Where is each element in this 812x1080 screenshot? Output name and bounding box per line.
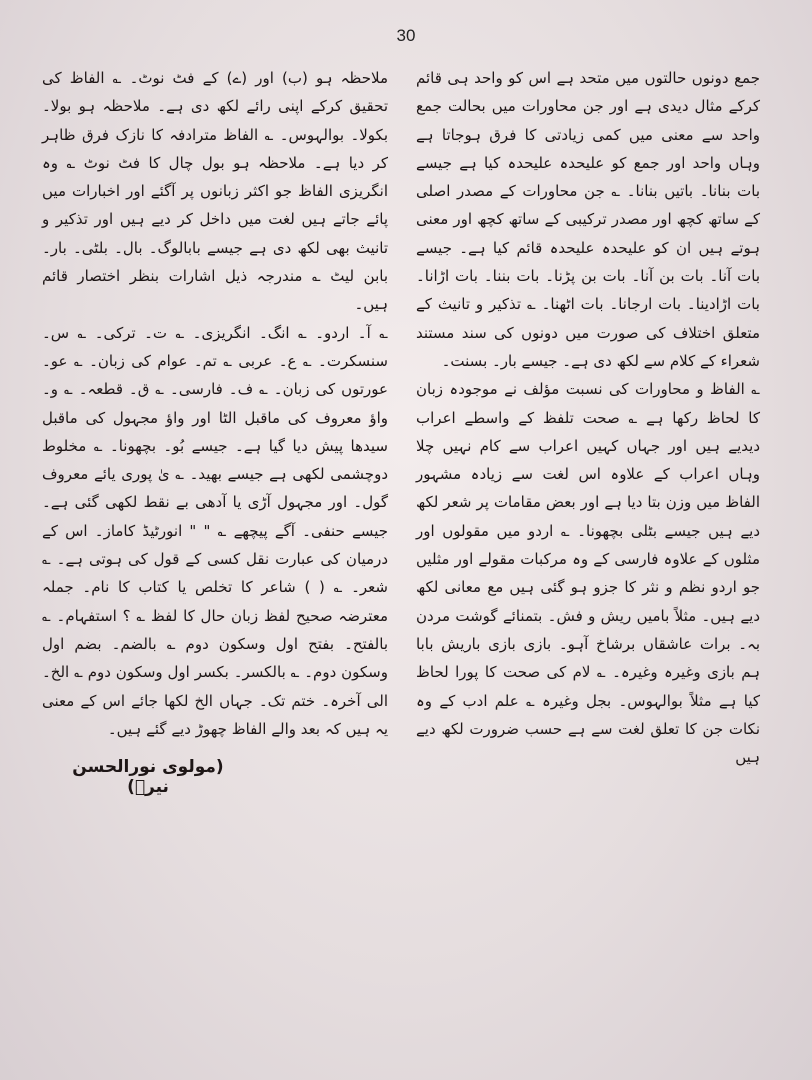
right-column-paragraph-1: جمع دونوں حالتوں میں متحد ہے اس کو واحد ہی قائم کرکے مثال دیدی ہے اور جن محاورات میں بحالت جمع واحد سے معنی میں کمی زیادتی کا فرق ہوجاتا ہے وہاں واحد اور جمع کو علیحدہ علیحدہ کیا ہے جیسے بات بنانا۔ باتیں بنانا۔ ؎ جن محاورات کے مصدر اصلی کے ساتھ کچھ اور مصدر ترکیبی کے ساتھ کچھ اور معنی ہوتے ہیں ان کو علیحدہ علیحدہ قائم کیا ہے۔ جیسے بات آنا۔ بات بن آنا۔ بات بن پڑنا۔ بات بننا۔ بات اڑانا۔ بات اڑادینا۔ بات ارجانا۔ بات اٹھنا۔ ؎ تذکیر و تانیث کے متعلق اختلاف کی صورت میں دونوں کی سند مستند شعراء کے کلام سے لکھ دی ہے۔ جیسے بار۔ بسنت۔: [416, 69, 760, 370]
left-column-paragraph-2: ؎ آ۔ اردو۔ ؎ انگ۔ انگریزی۔ ؎ ت۔ ترکی۔ ؎ س۔ سنسکرت۔ ؎ ع۔ عربی ؎ تم۔ عوام کی زبان۔ ؎ عو۔ عورتوں کی زبان۔ ؎ ف۔ فارسی۔ ؎ ق۔ قطعہ۔ ؎ و۔ واؤ معروف کی ماقبل الٹا اور واؤ مجہول کی ماقبل سیدھا پیش دیا گیا ہے۔ جیسے بُو۔ بچھونا۔ ؎ مخلوط دوچشمی لکھی ہے جیسے بھید۔ ؎ یٰ پوری یائے معروف گول۔ اور مجہول آڑی یا آدھی بے نقط لکھی گئی ہے۔ جیسے حنفی۔ آگے پیچھے ؎ " " انورٹیڈ کاماز۔ اس کے درمیان کی عبارت نقل کسی کے قول کی ہوتی ہے۔ ؎ شعر۔ ؎ ( ) شاعر کا تخلص یا کتاب کا نام۔ جملہ معترضہ صحیح لفظ زبان حال کا لفظ ؎ ؟ استفہام۔ ؎ بالفتح۔ بفتح اول وسکون دوم ؎ بالضم۔ بضم اول وسکون دوم۔ ؎ بالکسر۔ بکسر اول وسکون دوم ؎ الخ۔ الی آخرہ۔ ختم تک۔ جہاں الخ لکھا جائے اس کے معنی یہ ہیں کہ بعد والے الفاظ چھوڑ دیے گئے ہیں۔: [42, 323, 388, 738]
author-signature: (مولوی نورالحسن نیرؔ): [72, 757, 224, 797]
right-column-paragraph-2: ؎ الفاظ و محاورات کی نسبت مؤلف نے موجودہ زبان کا لحاظ رکھا ہے ؎ صحت تلفظ کے واسطے اعراب دیدیے ہیں اور جہاں کہیں اعراب سے کام نہیں چلا وہاں اعراب کے علاوہ اس لغت سے زیادہ مشہور الفاظ میں وزن بتا دیا ہے اور بعض مقامات پر شعر لکھ دیے ہیں جیسے بٹلی بچھونا۔ ؎ اردو میں مقولوں اور مثلوں کے علاوہ فارسی کے وہ مرکبات مقولے اور مثلیں جو اردو نظم و نثر کا جزو ہو گئی ہیں مع معانی لکھ دیے ہیں۔ مثلاً بامیں ریش و فش۔ بتمنائے گوشت مردن بہ۔ برات عاشقاں برشاخ آہو۔ بازی بازی باریش بابا ہم بازی وغیرہ وغیرہ۔ ؎ لام کی صحت کا پورا لحاظ کیا ہے مثلاً بوالہوس۔ بجل وغیرہ ؎ علم ادب کے وہ نکات جن کا تعلق لغت سے ہے حسب ضرورت لکھ دیے ہیں: [416, 380, 760, 767]
left-column-paragraph-1: ملاحظہ ہو (ب) اور (ے) کے فٹ نوٹ۔ ؎ الفاظ کی تحقیق کرکے اپنی رائے لکھ دی ہے۔ ملاحظہ ہو بولا۔ بکولا۔ بوالہوس۔ ؎ الفاظ مترادفہ کا نازک فرق ظاہر کر دیا ہے۔ ملاحظہ ہو بول چال کا فٹ نوٹ ؎ وہ انگریزی الفاظ جو اکثر زبانوں پر آگئے اور اخبارات میں پائے جاتے ہیں لغت میں داخل کر دیے ہیں اور تذکیر و تانیث بھی لکھ دی ہے جیسے بابالوگ۔ بال۔ بلٹی۔ بار۔ بابن لیٹ ؎ مندرجہ ذیل اشارات بنظر اختصار قائم ہیں۔: [42, 69, 388, 314]
left-column: [42, 64, 388, 743]
right-column: [416, 64, 760, 771]
page-number: 30: [396, 26, 416, 45]
